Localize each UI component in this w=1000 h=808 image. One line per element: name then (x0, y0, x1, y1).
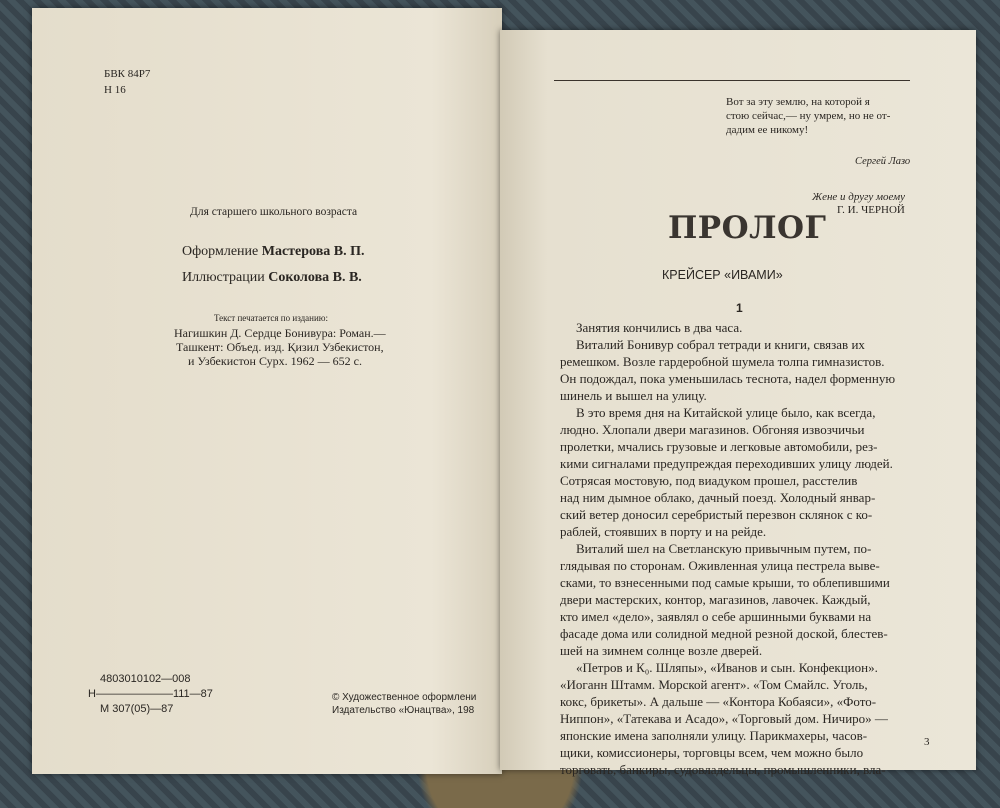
illustrations-name: Соколова В. В. (268, 270, 362, 285)
body-line: пролетки, мчались грузовые и легковые автомобили, рез- (560, 439, 878, 454)
bbk-code: БВК 84Р7 (104, 68, 151, 80)
body-line: Виталий шел на Светланскую привычным путем, по- (576, 541, 872, 556)
body-line: ремешком. Возле гардеробной шумела толпа гимназистов. (560, 354, 885, 369)
top-rule (554, 80, 910, 81)
isbn-line: М 307(05)—87 (100, 703, 174, 715)
audience-note: Для старшего школьного возраста (190, 206, 358, 218)
copyright-block (332, 691, 476, 717)
section-number: 1 (736, 301, 743, 315)
body-line: шей на зимнем солнце возле дверей. (560, 643, 763, 658)
isbn-block (88, 672, 213, 717)
body-line: В это время дня на Китайской улице было, как всегда, (576, 405, 876, 420)
isbn-line: Н———————111—87 (88, 688, 213, 700)
chapter-title: КРЕЙСЕР «ИВАМИ» (662, 268, 783, 282)
body-line: шинель и вышел на улицу. (560, 388, 707, 403)
body-line: сками, то взнесенными под самые крыши, то облепившими (560, 575, 890, 590)
copyright-line: Издательство «Юнацтва», 198 (332, 705, 475, 716)
epigraph (726, 95, 890, 137)
isbn-line: 4803010102—008 (100, 673, 191, 685)
source-line: Ташкент: Объед. изд. Қизил Узбекистон, (176, 340, 384, 354)
body-line: «Иоганн Штамм. Морской агент». «Том Смайлс. Уголь, (560, 677, 868, 692)
body-line: кими сигналами предупреждая переходивших улицу людей. (560, 456, 893, 471)
body-line: Ниппон», «Татекава и Асадо», «Торговый дом. Ничиро» — (560, 711, 888, 726)
source-reference (174, 326, 386, 368)
body-line: Сотрясая мостовую, под виадуком прошел, расстелив (560, 473, 858, 488)
body-line: кто имел «дело», заявлял о себе аршинными буквами на (560, 609, 872, 624)
body-line: раблей, стоявших в порту и на рейде. (560, 524, 767, 539)
epigraph-line: стою сейчас,— ну умрем, но не от- (726, 110, 891, 122)
bbk-subcode: Н 16 (104, 84, 126, 96)
right-page (500, 30, 976, 777)
dedication: Жене и другу моему (812, 191, 906, 203)
body-line: японские имена заполняли улицу. Парикмахеры, часов- (560, 728, 868, 743)
body-line: щики, комиссионеры, торговцы всем, чем можно было (560, 745, 864, 760)
illustrations-credit (182, 270, 362, 286)
design-name: Мастерова В. П. (261, 244, 365, 259)
body-line: двери мастерских, контор, магазинов, лавочек. Каждый, (560, 592, 871, 607)
body-line: над ним дымное облако, дачный поезд. Холодный январ- (560, 490, 876, 505)
epigraph-line: Вот за эту землю, на которой я (726, 96, 870, 108)
body-line: глядывая по сторонам. Оживленная улица пестрела выве- (560, 558, 880, 573)
page-number: 3 (924, 736, 930, 748)
epigraph-author: Сергей Лазо (855, 156, 911, 167)
source-note: Текст печатается по изданию: (214, 313, 329, 323)
body-line: кокс, брикеты». А дальше — «Контора Кобаяси», «Фото- (560, 694, 877, 709)
body-line: Он подождал, пока уменьшилась теснота, надел форменную (560, 371, 896, 386)
body-line: фасаде дома или солидной медной резной доской, блестев- (560, 626, 888, 641)
prologue-title: ПРОЛОГ (668, 210, 827, 246)
body-line: Виталий Бонивур собрал тетради и книги, связав их (576, 337, 865, 352)
body-line: Занятия кончились в два часа. (576, 320, 743, 335)
illustrations-label: Иллюстрации (182, 270, 265, 285)
dedication-name: Г. И. ЧЕРНОЙ (837, 204, 905, 216)
epigraph-line: дадим ее никому! (726, 124, 809, 136)
body-line: торговать, банкиры, судовладельцы, промышленники, вла- (560, 762, 886, 777)
left-page (32, 8, 502, 774)
copyright-line: © Художественное оформлени (332, 692, 477, 703)
source-line: Нагишкин Д. Сердце Бонивура: Роман.— (174, 326, 386, 340)
body-line: «Петров и К₀. Шляпы», «Иванов и сын. Конфекцион». (576, 660, 878, 675)
source-line: и Узбекистон Сурх. 1962 — 652 с. (188, 354, 362, 368)
body-text (560, 319, 980, 778)
design-credit (182, 244, 364, 260)
body-line: ский ветер доносил серебристый перезвон склянок с ко- (560, 507, 873, 522)
design-label: Оформление (182, 244, 259, 259)
body-line: людно. Хлопали двери магазинов. Обгоняя извозчичьи (560, 422, 865, 437)
